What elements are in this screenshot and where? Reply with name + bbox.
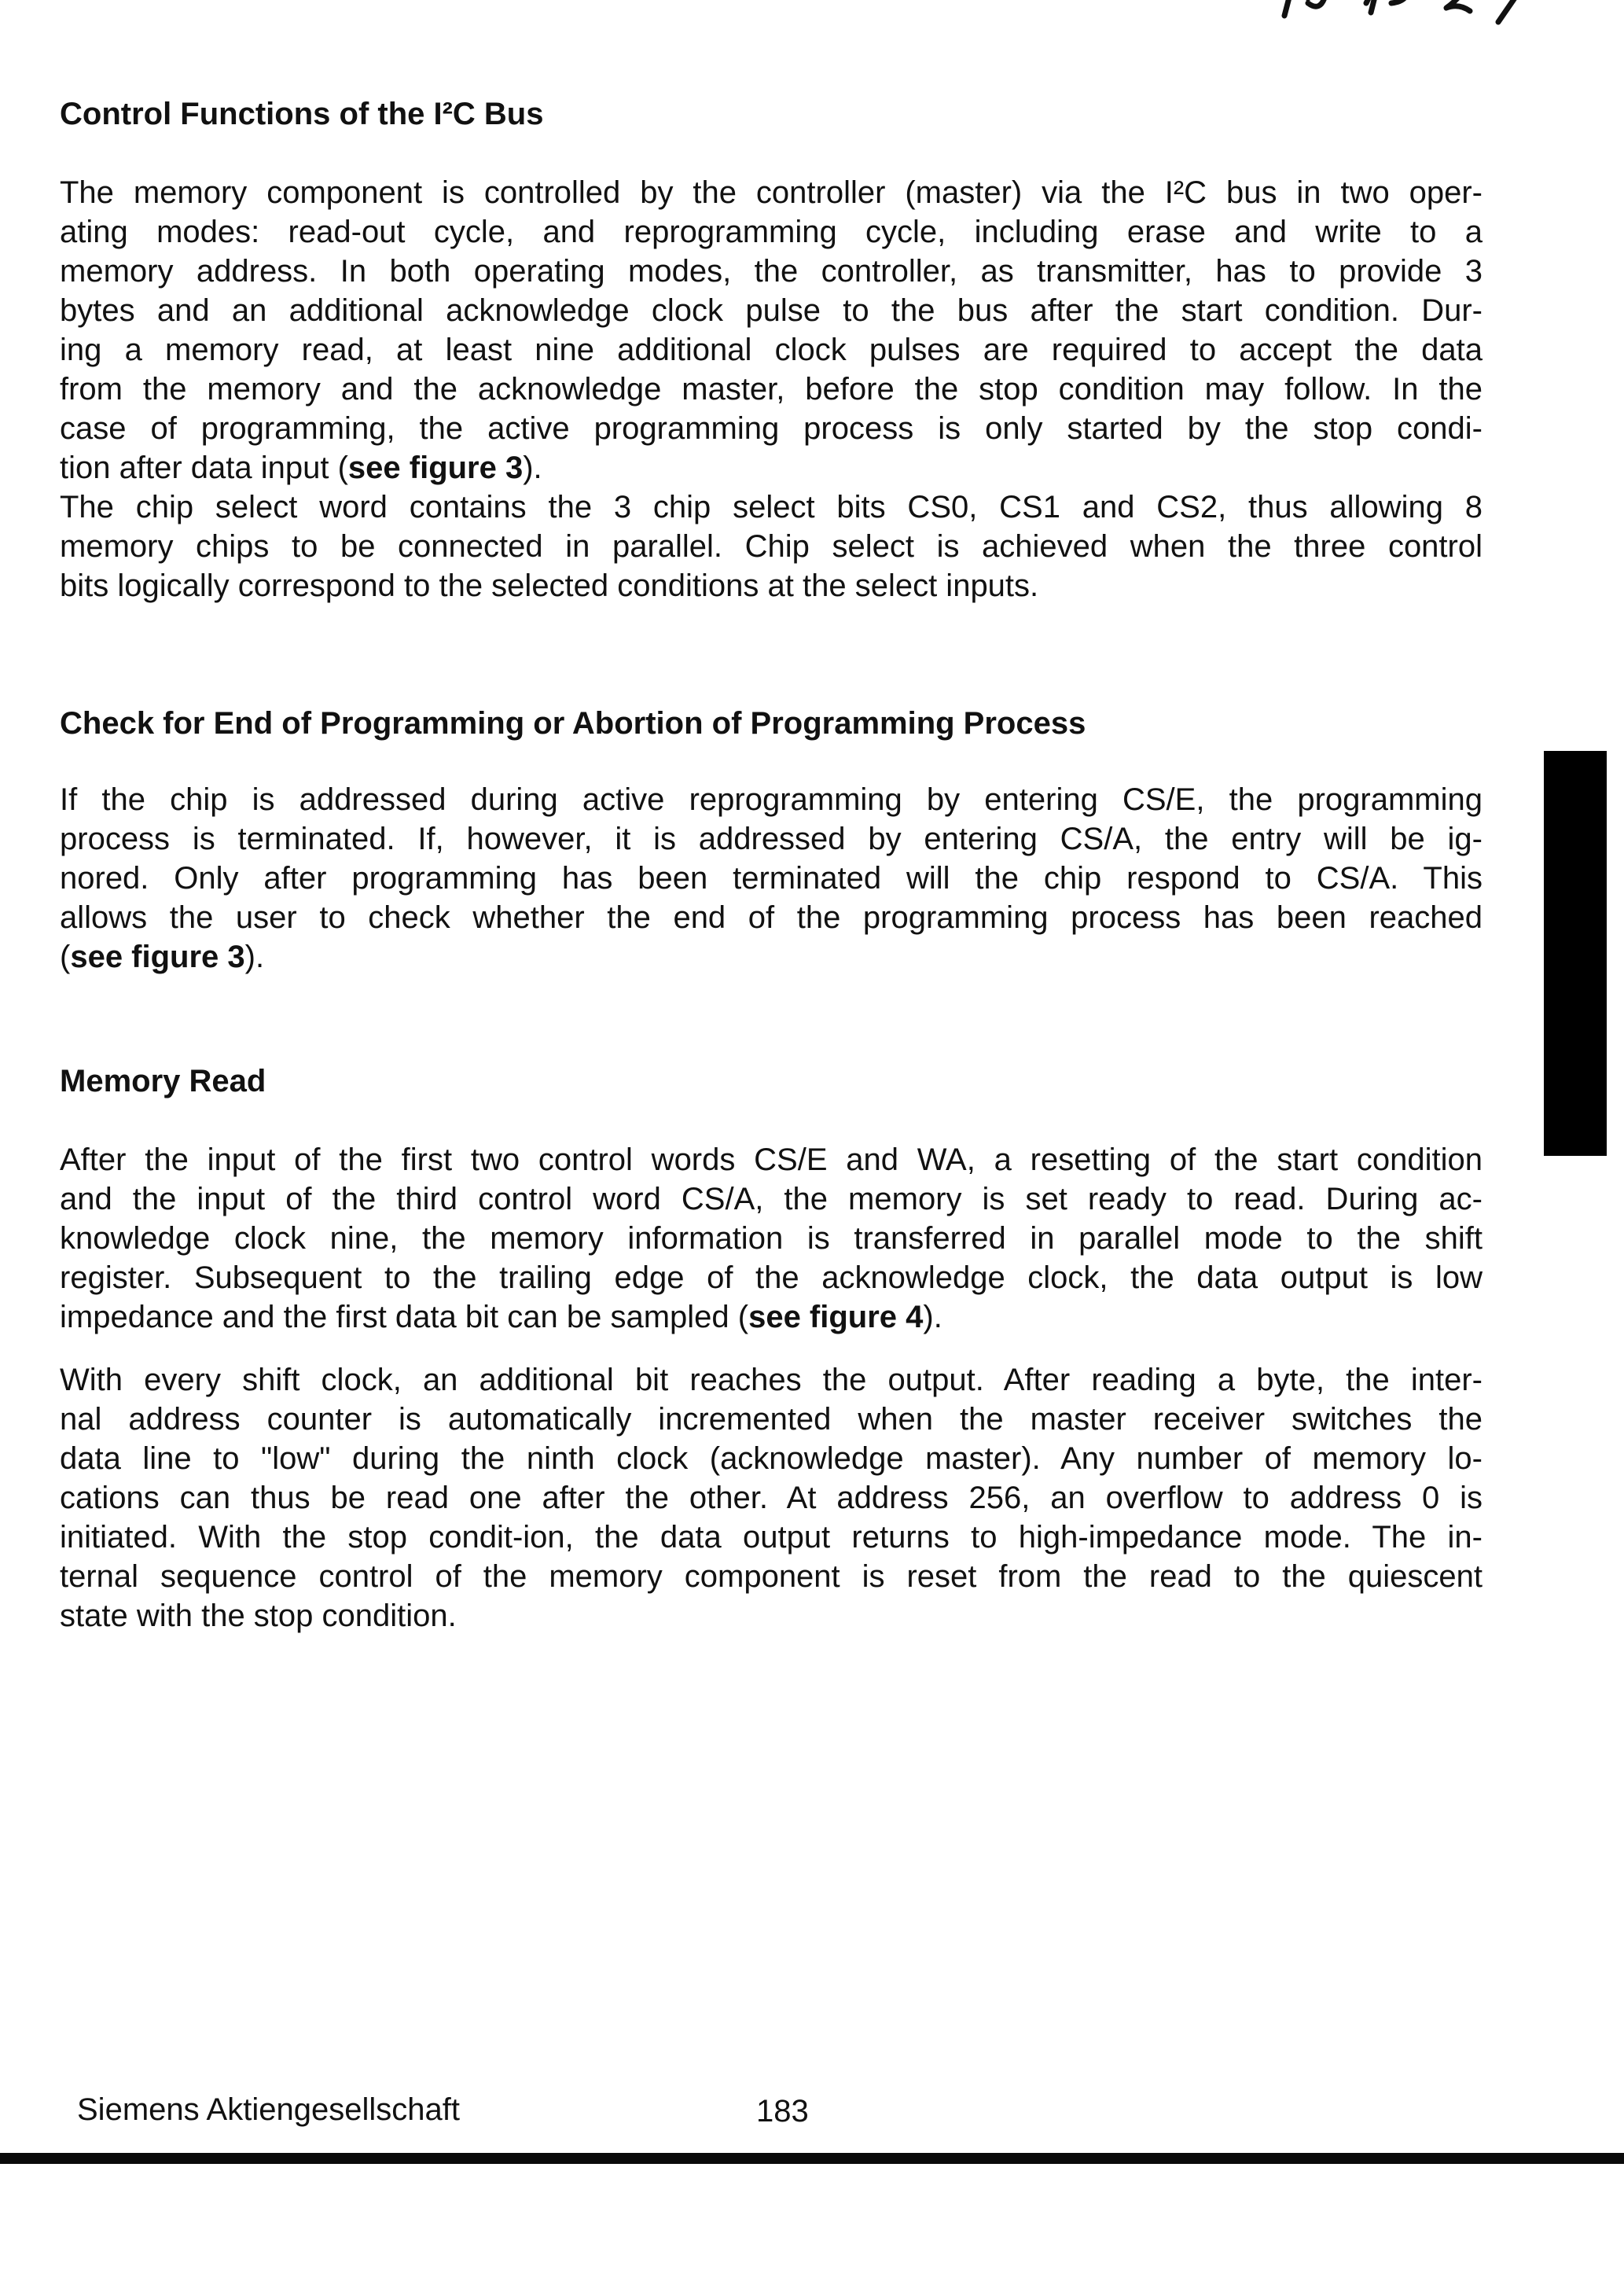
figure-reference: see figure 3 [347,451,524,485]
paragraph-line: nal address counter is automatically incremented when the master receiver switches the [60,1402,1483,1437]
paragraph-line: The chip select word contains the 3 chip select bits CS0, CS1 and CS2, thus allowing 8 [60,490,1483,524]
footer-rule [0,2153,1624,2164]
paragraph-line: initiated. With the stop condit-ion, the data output returns to high-impedance mode. The in- [60,1520,1483,1555]
footer-company: Siemens Aktiengesellschaft [77,2092,460,2127]
paragraph-line [60,448,1483,488]
paragraph-line: The memory component is controlled by the controller (master) via the I²C bus in two oper- [60,175,1483,210]
paragraph-line [60,937,1483,977]
paragraph-line: nored. Only after programming has been terminated will the chip respond to CS/A. This [60,861,1483,896]
text-run: ). [523,451,542,485]
section-heading-memory-read: Memory Read [60,1064,266,1098]
paragraph-line: bits logically correspond to the selected conditions at the select inputs. [60,568,1039,603]
paragraph-line: from the memory and the acknowledge master, before the stop condition may follow. In the [60,372,1483,407]
figure-reference: see figure 4 [748,1300,924,1334]
text-run: ( [60,940,71,974]
paragraph-line: knowledge clock nine, the memory information is transferred in parallel mode to the shift [60,1221,1483,1256]
paragraph-line: memory chips to be connected in parallel. Chip select is achieved when the three control [60,529,1483,564]
paragraph-line: If the chip is addressed during active reprogramming by entering CS/E, the programming [60,782,1483,817]
paragraph-line: state with the stop condition. [60,1599,457,1633]
section-heading-end-of-programming: Check for End of Programming or Abortion of Programming Process [60,706,1086,741]
text-run: ). [923,1300,942,1334]
paragraph-line [60,1297,1483,1337]
thumb-index-tab [1544,751,1607,1156]
paragraph-line: memory address. In both operating modes, the controller, as transmitter, has to provide 3 [60,254,1483,289]
text-run: tion after data input ( [60,451,348,485]
text-run: ). [244,940,265,974]
paragraph-line: With every shift clock, an additional bit reaches the output. After reading a byte, the inter- [60,1363,1483,1397]
paragraph-line: ating modes: read-out cycle, and reprogramming cycle, including erase and write to a [60,215,1483,249]
paragraph-line: register. Subsequent to the trailing edge of the acknowledge clock, the data output is low [60,1260,1483,1295]
handwritten-annotation [1226,0,1556,39]
paragraph-line: process is terminated. If, however, it is addressed by entering CS/A, the entry will be ig- [60,822,1483,856]
paragraph-line: cations can thus be read one after the other. At address 256, an overflow to address 0 is [60,1481,1483,1515]
paragraph-memory-read-2 [60,1360,1483,1636]
paragraph-i2c-control [60,173,1483,605]
section-heading-i2c-control: Control Functions of the I²C Bus [60,97,544,131]
paragraph-line: allows the user to check whether the end of the programming process has been reached [60,900,1483,935]
paragraph-line: ternal sequence control of the memory component is reset from the read to the quiescent [60,1559,1483,1594]
paragraph-line: After the input of the first two control words CS/E and WA, a resetting of the start condition [60,1142,1483,1177]
paragraph-memory-read-1 [60,1140,1483,1337]
text-run: impedance and the first data bit can be sampled ( [60,1300,749,1334]
paragraph-line: and the input of the third control word CS/A, the memory is set ready to read. During ac- [60,1182,1483,1216]
paragraph-line: bytes and an additional acknowledge clock pulse to the bus after the start condition. Dur- [60,293,1483,328]
page-number: 183 [756,2094,809,2129]
paragraph-line: case of programming, the active programming process is only started by the stop condi- [60,411,1483,446]
figure-reference: see figure 3 [70,940,245,974]
paragraph-line: ing a memory read, at least nine additional clock pulses are required to accept the data [60,333,1483,367]
paragraph-line: data line to "low" during the ninth clock (acknowledge master). Any number of memory lo- [60,1441,1483,1476]
paragraph-end-of-programming [60,780,1483,977]
